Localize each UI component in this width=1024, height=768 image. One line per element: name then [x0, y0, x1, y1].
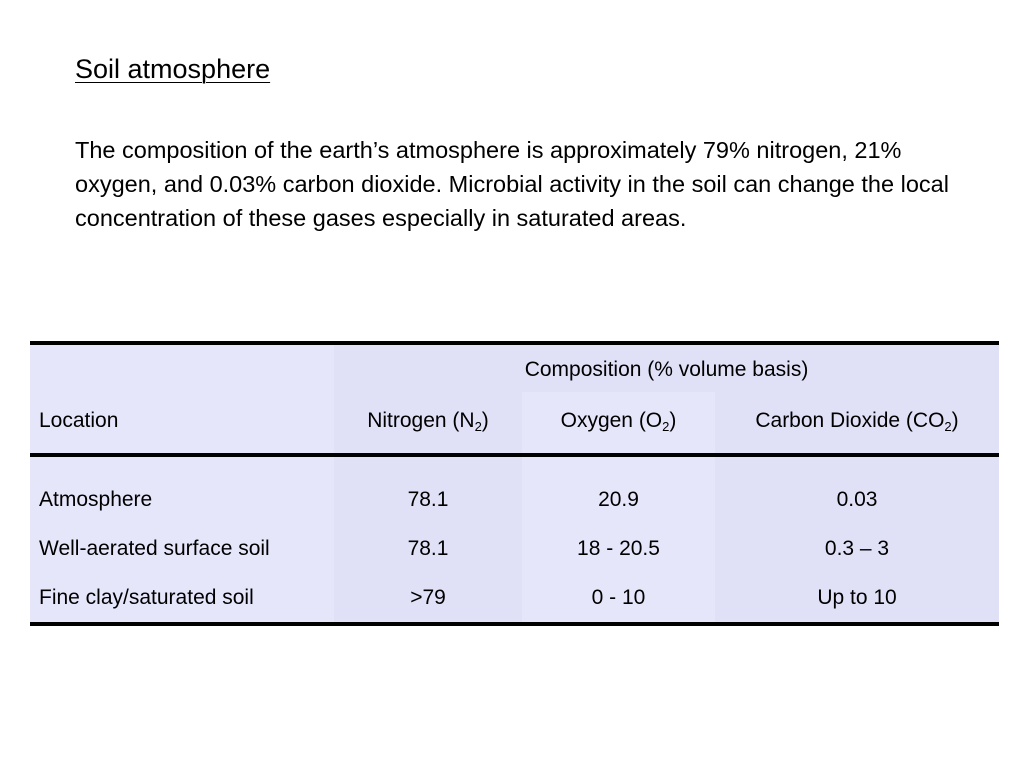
column-header-suffix: )	[669, 408, 677, 432]
subscript: 2	[662, 418, 670, 434]
spacer-cell	[522, 455, 715, 475]
nitrogen-cell: 78.1	[334, 475, 522, 524]
composition-table	[30, 341, 999, 626]
column-header-label: Carbon Dioxide (CO	[755, 408, 945, 432]
oxygen-cell: 20.9	[522, 475, 715, 524]
column-header-oxygen	[522, 392, 715, 455]
co2-cell: 0.3 – 3	[715, 524, 999, 573]
location-cell: Fine clay/saturated soil	[30, 573, 334, 624]
spacer-cell	[30, 455, 334, 475]
column-header-suffix: )	[481, 408, 489, 432]
subscript: 2	[944, 418, 952, 434]
oxygen-cell: 18 - 20.5	[522, 524, 715, 573]
column-header-co2	[715, 392, 999, 455]
table-header	[30, 343, 999, 455]
composition-table-container	[30, 341, 999, 626]
subscript: 2	[474, 418, 482, 434]
nitrogen-cell: 78.1	[334, 524, 522, 573]
column-header-label: Nitrogen (N	[367, 408, 475, 432]
co2-cell: Up to 10	[715, 573, 999, 624]
spacer-cell	[334, 455, 522, 475]
column-header-location	[30, 392, 334, 455]
header-empty-cell	[30, 343, 334, 392]
oxygen-cell: 0 - 10	[522, 573, 715, 624]
composition-group-header: Composition (% volume basis)	[334, 343, 999, 392]
header-columns-row	[30, 392, 999, 455]
intro-paragraph: The composition of the earth’s atmosphere is approximately 79% nitrogen, 21% oxygen, and 0.03% carbon dioxide. Microbial activity in the soil can change the local concentration of these gases especially in saturated areas.	[75, 137, 949, 231]
nitrogen-cell: >79	[334, 573, 522, 624]
slide-title: Soil atmosphere	[75, 54, 271, 84]
location-cell: Atmosphere	[30, 475, 334, 524]
table-body	[30, 455, 999, 624]
table-row	[30, 524, 999, 573]
co2-cell: 0.03	[715, 475, 999, 524]
column-header-suffix: )	[951, 408, 959, 432]
table-row	[30, 475, 999, 524]
table-row	[30, 573, 999, 624]
header-group-row	[30, 343, 999, 392]
spacer-cell	[715, 455, 999, 475]
location-cell: Well-aerated surface soil	[30, 524, 334, 573]
column-header-label: Oxygen (O	[560, 408, 663, 432]
spacer-row	[30, 455, 999, 475]
column-header-nitrogen	[334, 392, 522, 455]
column-header-label: Location	[39, 408, 119, 432]
